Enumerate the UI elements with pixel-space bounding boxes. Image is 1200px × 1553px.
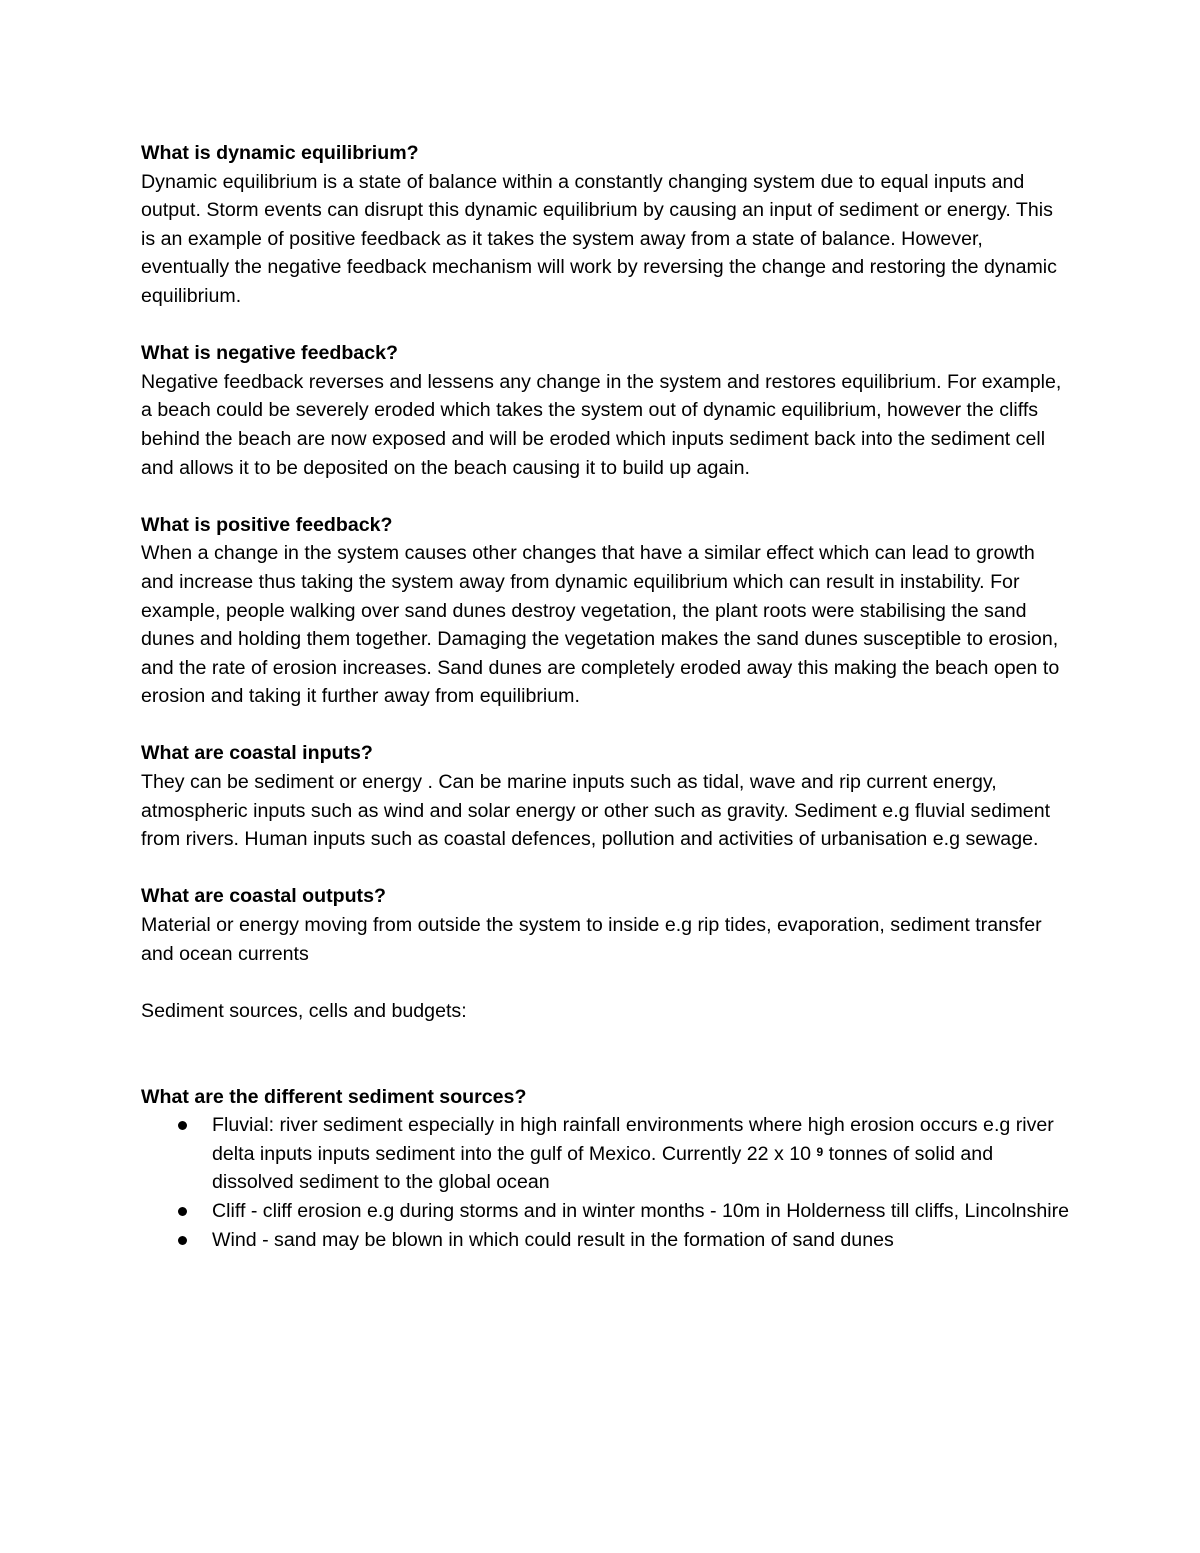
question-heading: What are coastal outputs?: [141, 885, 386, 908]
list-item: [141, 1197, 1071, 1226]
question-heading: What is dynamic equilibrium?: [141, 142, 419, 164]
section-dynamic-equilibrium: [141, 139, 1071, 311]
exponent: 9: [816, 1144, 824, 1159]
bullet-icon: [178, 1121, 187, 1130]
answer-paragraph: Dynamic equilibrium is a state of balance within a constantly changing system due to equal inputs and output. Storm events can disrupt this dynamic equilibrium by causing an input of sediment or energy. This is an example of positive feedback as it takes the system away from a state of balance. However, eventually the negative feedback mechanism will work by reversing the change and restoring the dynamic equilibrium.: [141, 170, 1057, 307]
list-item: [141, 1226, 1071, 1255]
section-coastal-inputs: [141, 739, 1071, 853]
section-sediment-sources: [141, 1083, 1071, 1255]
question-heading: What is negative feedback?: [141, 342, 398, 365]
question-heading: What are coastal inputs?: [141, 742, 373, 765]
question-heading: What are the different sediment sources?: [141, 1085, 527, 1108]
answer-paragraph: When a change in the system causes other changes that have a similar effect which can lead to growth and increase thus taking the system away from dynamic equilibrium which can result in instability. For example, people walking over sand dunes destroy vegetation, the plant roots were stabilising the sand dunes and holding them together. Damaging the vegetation makes the sand dunes susceptible to erosion, and the rate of erosion increases. Sand dunes are completely eroded away this making the beach open to erosion and taking it further away from equilibrium.: [141, 542, 1060, 708]
bullet-icon: [178, 1236, 187, 1245]
blank-line: [141, 1054, 1071, 1083]
list-item-text: Cliff - cliff erosion e.g during storms and in winter months - 10m in Holderness till cliffs, Lincolnshire: [212, 1199, 1070, 1222]
sediment-sources-list: [141, 1111, 1071, 1254]
section-coastal-outputs: [141, 882, 1071, 968]
answer-paragraph: Negative feedback reverses and lessens any change in the system and restores equilibrium. For example, a beach could be severely eroded which takes the system out of dynamic equilibrium, however the cliffs behind the beach are now exposed and will be eroded which inputs sediment back into the sediment cell and allows it to be deposited on the beach causing it to build up again.: [141, 370, 1062, 479]
answer-paragraph: Material or energy moving from outside the system to inside e.g rip tides, evaporation, sediment transfer and ocean currents: [141, 914, 1042, 965]
answer-paragraph: They can be sediment or energy . Can be marine inputs such as tidal, wave and rip current energy, atmospheric inputs such as wind and solar energy or other such as gravity. Sediment e.g fluvial sediment from rivers. Human inputs such as coastal defences, pollution and activities of urbanisation e.g sewage.: [141, 771, 1051, 851]
list-item-text: Wind - sand may be blown in which could result in the formation of sand dunes: [212, 1228, 894, 1251]
list-item-text: Fluvial: river sediment especially in high rainfall environments where high erosion occurs e.g river delta inputs inputs sediment into the gulf of Mexico. Currently 22 x 10: [212, 1114, 1054, 1165]
bullet-icon: [178, 1207, 187, 1216]
list-item: [141, 1111, 1071, 1197]
document-page: [141, 139, 1071, 1283]
subheading-sediment: Sediment sources, cells and budgets:: [141, 999, 467, 1022]
question-heading: What is positive feedback?: [141, 513, 393, 536]
blank-line: [141, 1025, 1071, 1054]
section-positive-feedback: [141, 511, 1071, 711]
section-negative-feedback: [141, 339, 1071, 482]
list-item-text-cont: tonnes of solid and dissolved sediment to the global ocean: [212, 1142, 994, 1194]
